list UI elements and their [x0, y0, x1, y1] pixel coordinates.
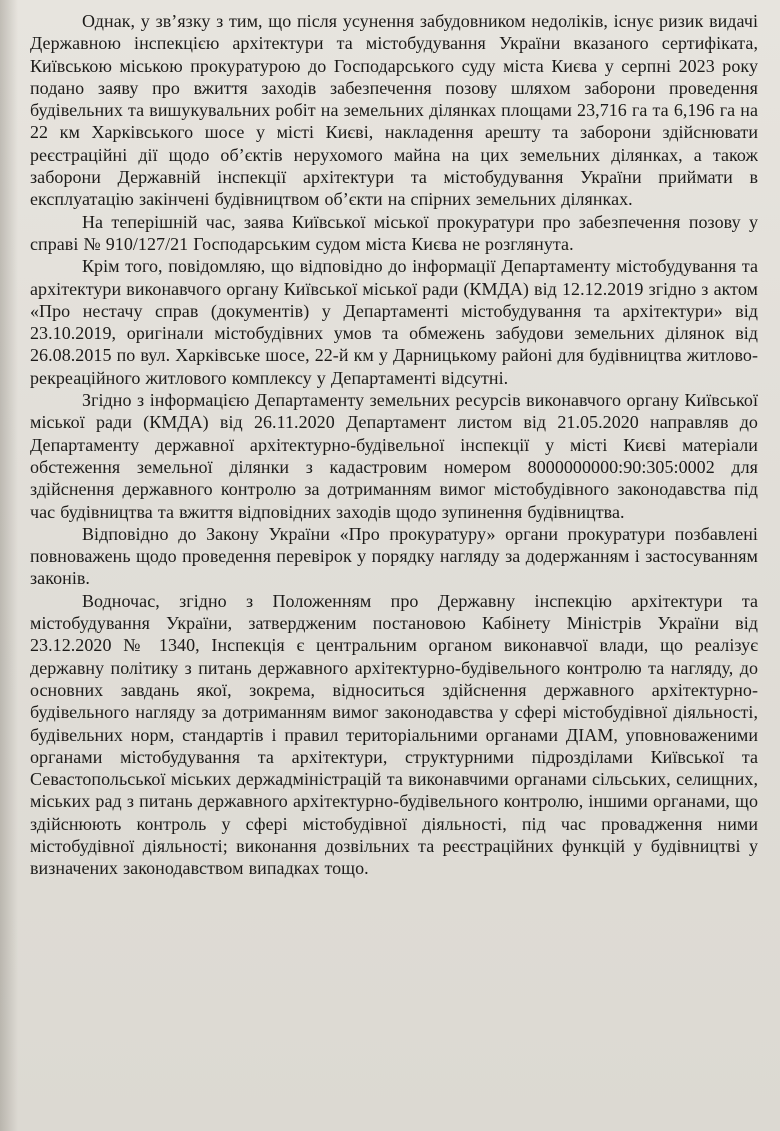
paragraph-3: Крім того, повідомляю, що відповідно до інформації Департаменту містобудування та архітектури виконавчого органу Київської міської ради (КМДА) від 12.12.2019 згідно з актом «Про нестачу справ (документів) у Департаменті містобудування та архітектури» від 23.10.2019, оригінали містобудівних умов та обмежень забудови земельних ділянок від 26.08.2015 по вул. Харківське шосе, 22-й км у Дарницькому районі для будівництва житлово-рекреаційного житлового комплексу у Департаменті відсутні.	[30, 256, 758, 388]
paragraph-2: На теперішній час, заява Київської міської прокуратури про забезпечення позову у справі № 910/127/21 Господарським судом міста Києва не розглянута.	[30, 211, 758, 254]
page-edge-shadow	[0, 0, 18, 1131]
paragraph-5: Відповідно до Закону України «Про прокуратуру» органи прокуратури позбавлені повноважень щодо проведення перевірок у порядку нагляду за додержанням і застосуванням законів.	[30, 523, 758, 589]
paragraph-6: Водночас, згідно з Положенням про Державну інспекцію архітектури та містобудування України, затвердженим постановою Кабінету Міністрів України від 23.12.2020 № 1340, Інспекція є центральним органом виконавчої влади, що реалізує державну політику з питань державного архітектурно-будівельного контролю та нагляду, до основних завдань якої, зокрема, відноситься здійснення державного архітектурно-будівельного нагляду за дотриманням вимог законодавства у сфері містобудівної діяльності, будівельних норм, стандартів і правил територіальними органами ДІАМ, уповноваженими органами містобудування та архітектури, структурними підрозділами Київської та Севастопольської міських держадміністрацій та виконавчими органами сільських, селищних, міських рад з питань державного архітектурно-будівельного контролю, іншими органами, що здійснюють контроль у сфері містобудівної діяльності, під час провадження ними містобудівної діяльності; виконання дозвільних та реєстраційних функцій у будівництві у визначених законодавством випадках тощо.	[30, 590, 758, 879]
paragraph-4: Згідно з інформацією Департаменту земельних ресурсів виконавчого органу Київської міської ради (КМДА) від 26.11.2020 Департамент листом від 21.05.2020 направляв до Департаменту державної архітектурно-будівельної інспекції у місті Києві матеріали обстеження земельної ділянки з кадастровим номером 8000000000:90:305:0002 для здійснення державного контролю за дотриманням вимог містобудівного законодавства під час будівництва та вжиття відповідних заходів щодо зупинення будівництва.	[30, 390, 758, 522]
paragraph-1: Однак, у зв’язку з тим, що після усунення забудовником недоліків, існує ризик видачі Державною інспекцією архітектури та містобудування України вказаного сертифіката, Київською міською прокуратурою до Господарського суду міста Києва у серпні 2023 року подано заяву про вжиття заходів забезпечення позову шляхом заборони проведення будівельних та вишукувальних робіт на земельних ділянках площами 23,716 га та 6,196 га на 22 км Харківського шосе у місті Києві, накладення арешту та заборони здійснювати реєстраційні дії щодо об’єктів нерухомого майна на цих земельних ділянках, а також заборони Державній інспекції архітектури та містобудування України приймати в експлуатацію закінчені будівництвом об’єкти на спірних земельних ділянках.	[30, 11, 758, 210]
